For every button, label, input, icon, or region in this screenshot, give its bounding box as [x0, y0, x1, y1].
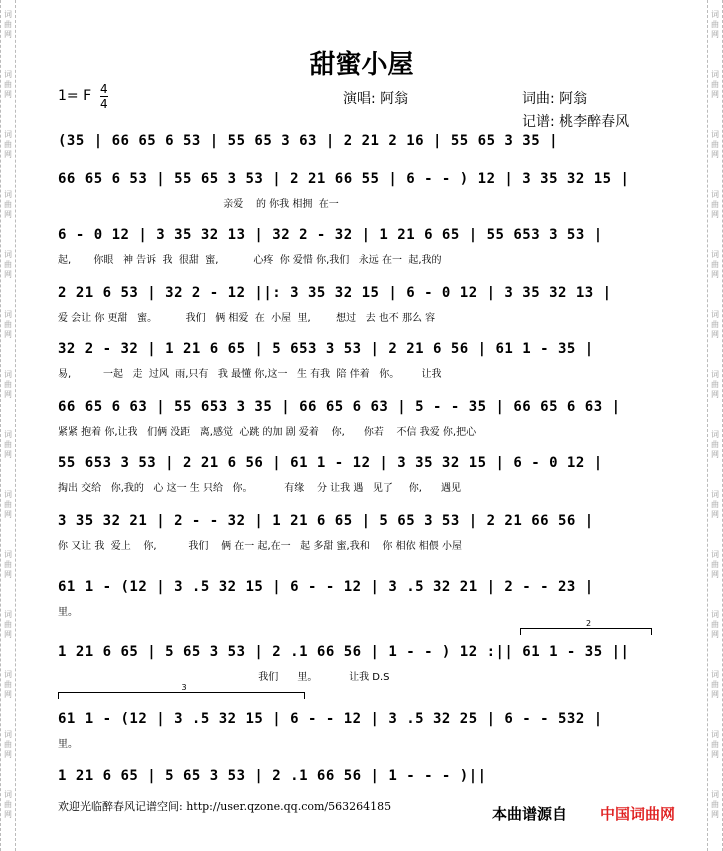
watermark-mark: 词 曲 网 — [711, 10, 719, 39]
volta-3-label: 3 — [181, 683, 187, 692]
notation-row: 61 1 - (12 | 3 .5 32 15 | 6 - - 12 | 3 .5 32 21 | 2 - - 23 | — [58, 579, 594, 595]
notation-row: 32 2 - 32 | 1 21 6 65 | 5 653 3 53 | 2 21 6 56 | 61 1 - 35 | — [58, 341, 594, 357]
volta-bracket-2 — [520, 619, 652, 635]
source-label: 本曲谱源自 — [492, 805, 568, 823]
watermark-mark: 词 曲 网 — [4, 790, 12, 819]
watermark-mark: 词 曲 网 — [4, 130, 12, 159]
lyric-row: 我们 里。 让我 D.S — [58, 672, 390, 683]
lyric-row: 爱 会让 你 更甜 蜜。 我们 俩 相爱 在 小屋 里, 想过 去 也不 那么 容 — [58, 313, 436, 324]
lyric-row: 里。 — [58, 739, 78, 750]
lyric-row: 易, 一起 走 过风 雨,只有 我 最懂 你,这一 生 有我 陪 伴着 你。 让我 — [58, 369, 442, 380]
watermark-mark: 词 曲 网 — [4, 610, 12, 639]
composer-credit: 词曲: 阿翁 — [522, 91, 588, 107]
song-title: 甜蜜小屋 — [309, 50, 414, 80]
volta-bracket-3 — [58, 683, 305, 699]
lyric-row: 你 又让 我 爱上 你, 我们 俩 在一 起,在一 起 多甜 蜜,我和 你 相依 相偎 小屋 — [58, 541, 462, 552]
watermark-mark: 词 曲 网 — [4, 190, 12, 219]
right-watermark-strip — [707, 0, 723, 851]
notation-row: 1 21 6 65 | 5 65 3 53 | 2 .1 66 56 | 1 - - ) 12 :|| 61 1 - 35 || — [58, 644, 630, 660]
footer-link-text: 欢迎光临醉春风记谱空间: http://user.qzone.qq.com/563264185 — [58, 800, 392, 813]
lyric-row: 亲爱 的 你我 相拥 在一 — [58, 199, 339, 210]
left-watermark-strip — [0, 0, 16, 851]
notation-row: 66 65 6 63 | 55 653 3 35 | 66 65 6 63 | 5 - - 35 | 66 65 6 63 | — [58, 399, 621, 415]
lyric-row: 紧紧 抱着 你,让我 们俩 没距 离,感觉 心跳 的加 剧 爱着 你, 你若 不信 我爱 你,把心 — [58, 427, 477, 438]
meter-bottom: 4 — [100, 97, 108, 111]
watermark-mark: 词 曲 网 — [711, 70, 719, 99]
lyric-row: 掏出 交给 你,我的 心 这一 生 只给 你。 有缘 分 让我 遇 见了 你, 遇见 — [58, 483, 462, 494]
watermark-mark: 词 曲 网 — [4, 250, 12, 279]
watermark-mark: 词 曲 网 — [711, 670, 719, 699]
notation-row: 3 35 32 21 | 2 - - 32 | 1 21 6 65 | 5 65 3 53 | 2 21 66 56 | — [58, 513, 594, 529]
watermark-mark: 词 曲 网 — [711, 730, 719, 759]
singer-credit: 演唱: 阿翁 — [343, 91, 409, 107]
notation-row: 2 21 6 53 | 32 2 - 12 ||: 3 35 32 15 | 6 - 0 12 | 3 35 32 13 | — [58, 285, 612, 301]
watermark-mark: 词 曲 网 — [4, 10, 12, 39]
notation-credit: 记谱: 桃李醉春风 — [522, 114, 630, 130]
watermark-mark: 词 曲 网 — [711, 430, 719, 459]
lyric-row: 里。 — [58, 607, 78, 618]
watermark-mark: 词 曲 网 — [4, 370, 12, 399]
watermark-mark: 词 曲 网 — [711, 130, 719, 159]
notation-row: (35 | 66 65 6 53 | 55 65 3 63 | 2 21 2 16 | 55 65 3 35 | — [58, 133, 559, 149]
watermark-mark: 词 曲 网 — [711, 250, 719, 279]
watermark-mark: 词 曲 网 — [711, 490, 719, 519]
watermark-mark: 词 曲 网 — [711, 550, 719, 579]
watermark-mark: 词 曲 网 — [711, 310, 719, 339]
watermark-mark: 词 曲 网 — [711, 610, 719, 639]
watermark-mark: 词 曲 网 — [4, 550, 12, 579]
watermark-mark: 词 曲 网 — [4, 70, 12, 99]
meter-top: 4 — [100, 82, 108, 96]
watermark-mark: 词 曲 网 — [4, 670, 12, 699]
notation-row: 61 1 - (12 | 3 .5 32 15 | 6 - - 12 | 3 .5 32 25 | 6 - - 532 | — [58, 711, 603, 727]
notation-row: 55 653 3 53 | 2 21 6 56 | 61 1 - 12 | 3 35 32 15 | 6 - 0 12 | — [58, 455, 603, 471]
key-signature: 1= F — [58, 88, 92, 104]
lyric-row: 起, 你眼 神 告诉 我 很甜 蜜, 心疼 你 爱惜 你,我们 永远 在一 起,我的 — [58, 255, 442, 266]
notation-row: 6 - 0 12 | 3 35 32 13 | 32 2 - 32 | 1 21 6 65 | 55 653 3 53 | — [58, 227, 603, 243]
watermark-mark: 词 曲 网 — [4, 490, 12, 519]
source-site: 中国词曲网 — [600, 805, 676, 823]
notation-row: 1 21 6 65 | 5 65 3 53 | 2 .1 66 56 | 1 - - - )|| — [58, 768, 487, 784]
watermark-mark: 词 曲 网 — [4, 310, 12, 339]
watermark-mark: 词 曲 网 — [4, 730, 12, 759]
watermark-mark: 词 曲 网 — [711, 190, 719, 219]
volta-2-label: 2 — [586, 619, 592, 628]
watermark-mark: 词 曲 网 — [711, 790, 719, 819]
notation-row: 66 65 6 53 | 55 65 3 53 | 2 21 66 55 | 6 - - ) 12 | 3 35 32 15 | — [58, 171, 630, 187]
time-signature — [100, 83, 108, 110]
watermark-mark: 词 曲 网 — [711, 370, 719, 399]
watermark-mark: 词 曲 网 — [4, 430, 12, 459]
